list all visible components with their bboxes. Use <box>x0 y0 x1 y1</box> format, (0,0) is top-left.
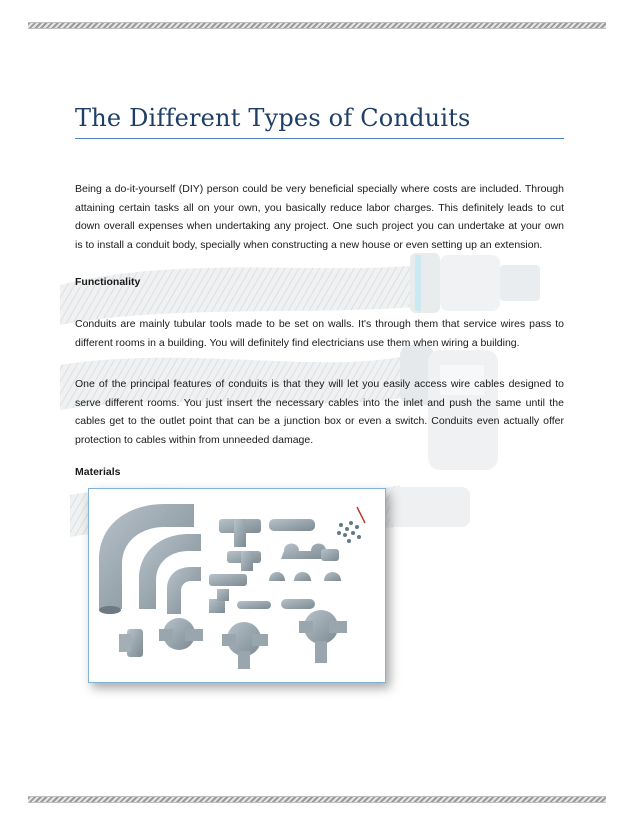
page-border-top <box>28 22 606 29</box>
page-title: The Different Types of Conduits <box>75 104 471 132</box>
pvc-fittings-illustration <box>89 489 385 682</box>
page-border-bottom <box>28 796 606 803</box>
heading-functionality: Functionality <box>75 276 141 288</box>
functionality-paragraph-1: Conduits are mainly tubular tools made to be set on walls. It's through them that service wires pass to different rooms in a building. You will definitely find electricians use them when wiring a building. <box>75 318 564 349</box>
intro-paragraph: Being a do-it-yourself (DIY) person could be very beneficial specially where costs are included. Through attaining certain tasks all on your own, you basically reduce labor charges. This definitely leads to cut down overall expenses when undertaking any project. One such project you can undertake at your own is to install a conduit body, specially when constructing a new house or even setting up an extension. <box>75 183 564 251</box>
heading-materials: Materials <box>75 466 121 478</box>
title-underline <box>75 138 564 139</box>
conduit-fittings-photo <box>88 488 386 683</box>
functionality-paragraph-2: One of the principal features of conduits is that they will let you easily access wire cables designed to serve different rooms. You just insert the necessary cables into the inlet and push the same until the cables get to the outlet point that can be a junction box or even a switch. Conduits even actually offer protection to cables within from unneeded damage. <box>75 378 564 446</box>
